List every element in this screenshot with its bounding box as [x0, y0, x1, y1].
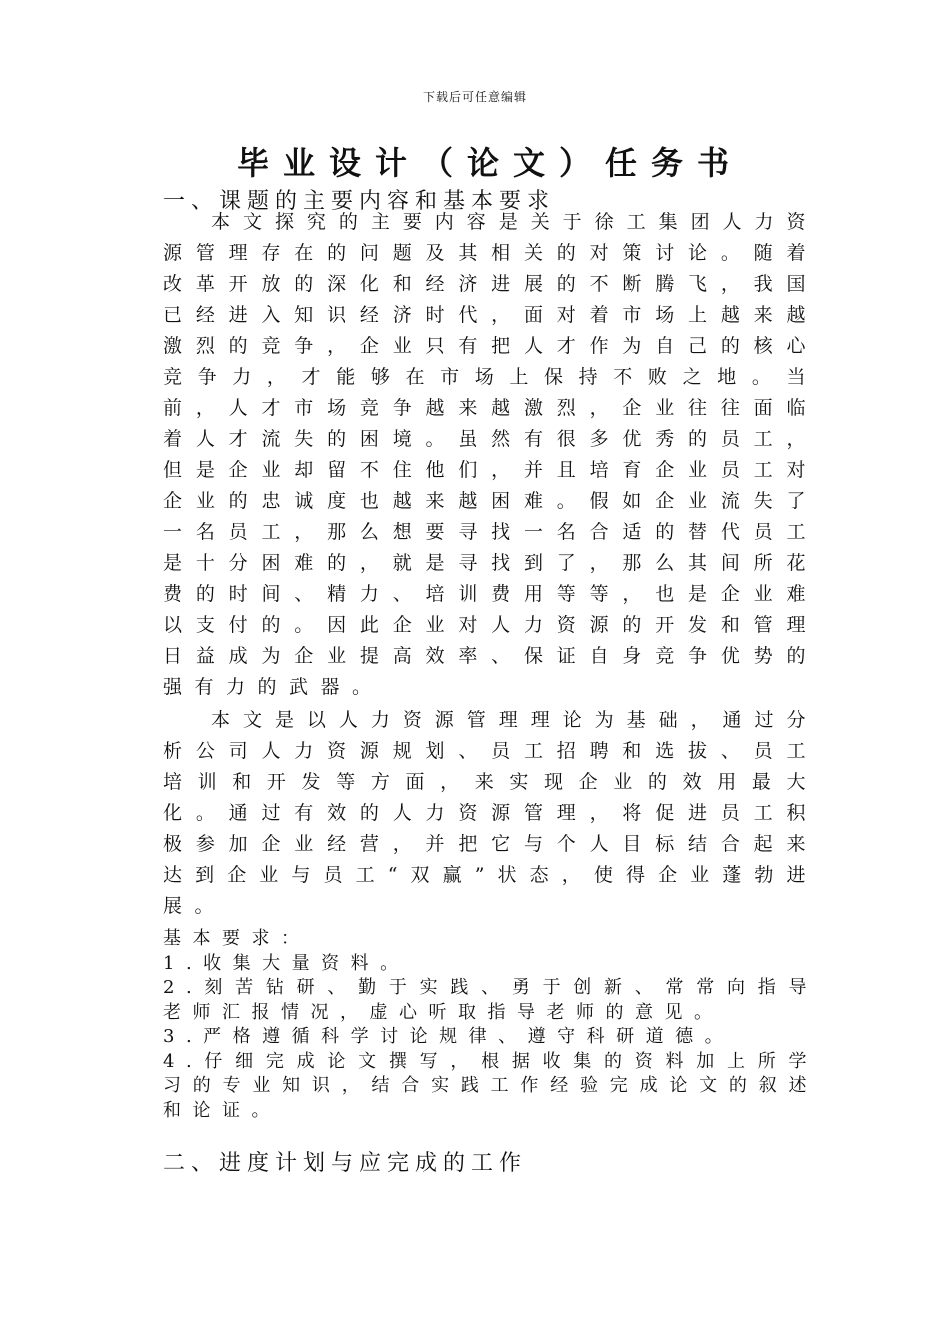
page-header-note: 下载后可任意编辑	[422, 90, 527, 104]
document-title: 毕业设计（论文）任务书	[236, 144, 743, 182]
paragraph-1: 本文探究的主要内容是关于徐工集团人力资源管理存在的问题及其相关的对策讨论。随着改革开放的深化和经济进展的不断腾飞，我国已经进入知识经济时代，面对着市场上越来越激烈的竞争，企业只有把人才作为自己的核心竞争力，才能够在市场上保持不败之地。当前，人才市场竞争越来越激烈，企业往往面临着人才流失的困境。虽然有很多优秀的员工，但是企业却留不住他们，并且培育企业员工对企业的忠诚度也越来越困难。假如企业流失了一名员工，那么想要寻找一名合适的替代员工是十分困难的，就是寻找到了，那么其间所花费的时间、精力、培训费用等等，也是企业难以支付的。因此企业对人力资源的开发和管理日益成为企业提高效率、保证自身竞争优势的强有力的武器。	[163, 211, 818, 698]
requirements-list	[163, 927, 818, 1123]
requirement-item: 2.刻苦钻研、勤于实践、勇于创新、常常向指导老师汇报情况，虚心听取指导老师的意见。	[163, 977, 818, 1023]
requirement-item: 4.仔细完成论文撰写，根据收集的资料加上所学习的专业知识，结合实践工作经验完成论文的叙述和论证。	[163, 1050, 818, 1121]
requirement-item: 1.收集大量资料。	[163, 952, 410, 974]
section-heading-1: 一、课题的主要内容和基本要求	[163, 189, 556, 214]
requirements-label: 基本要求：	[163, 928, 311, 949]
section-heading-2: 二、进度计划与应完成的工作	[163, 1151, 528, 1176]
requirement-item: 3.严格遵循科学讨论规律、遵守科研道德。	[163, 1026, 735, 1047]
paragraph-2: 本文是以人力资源管理理论为基础，通过分析公司人力资源规划、员工招聘和选拔、员工培训和开发等方面，来实现企业的效用最大化。通过有效的人力资源管理，将促进员工积极参加企业经营，并把它与个人目标结合起来达到企业与员工“双赢”状态，使得企业蓬勃进展。	[163, 709, 818, 917]
